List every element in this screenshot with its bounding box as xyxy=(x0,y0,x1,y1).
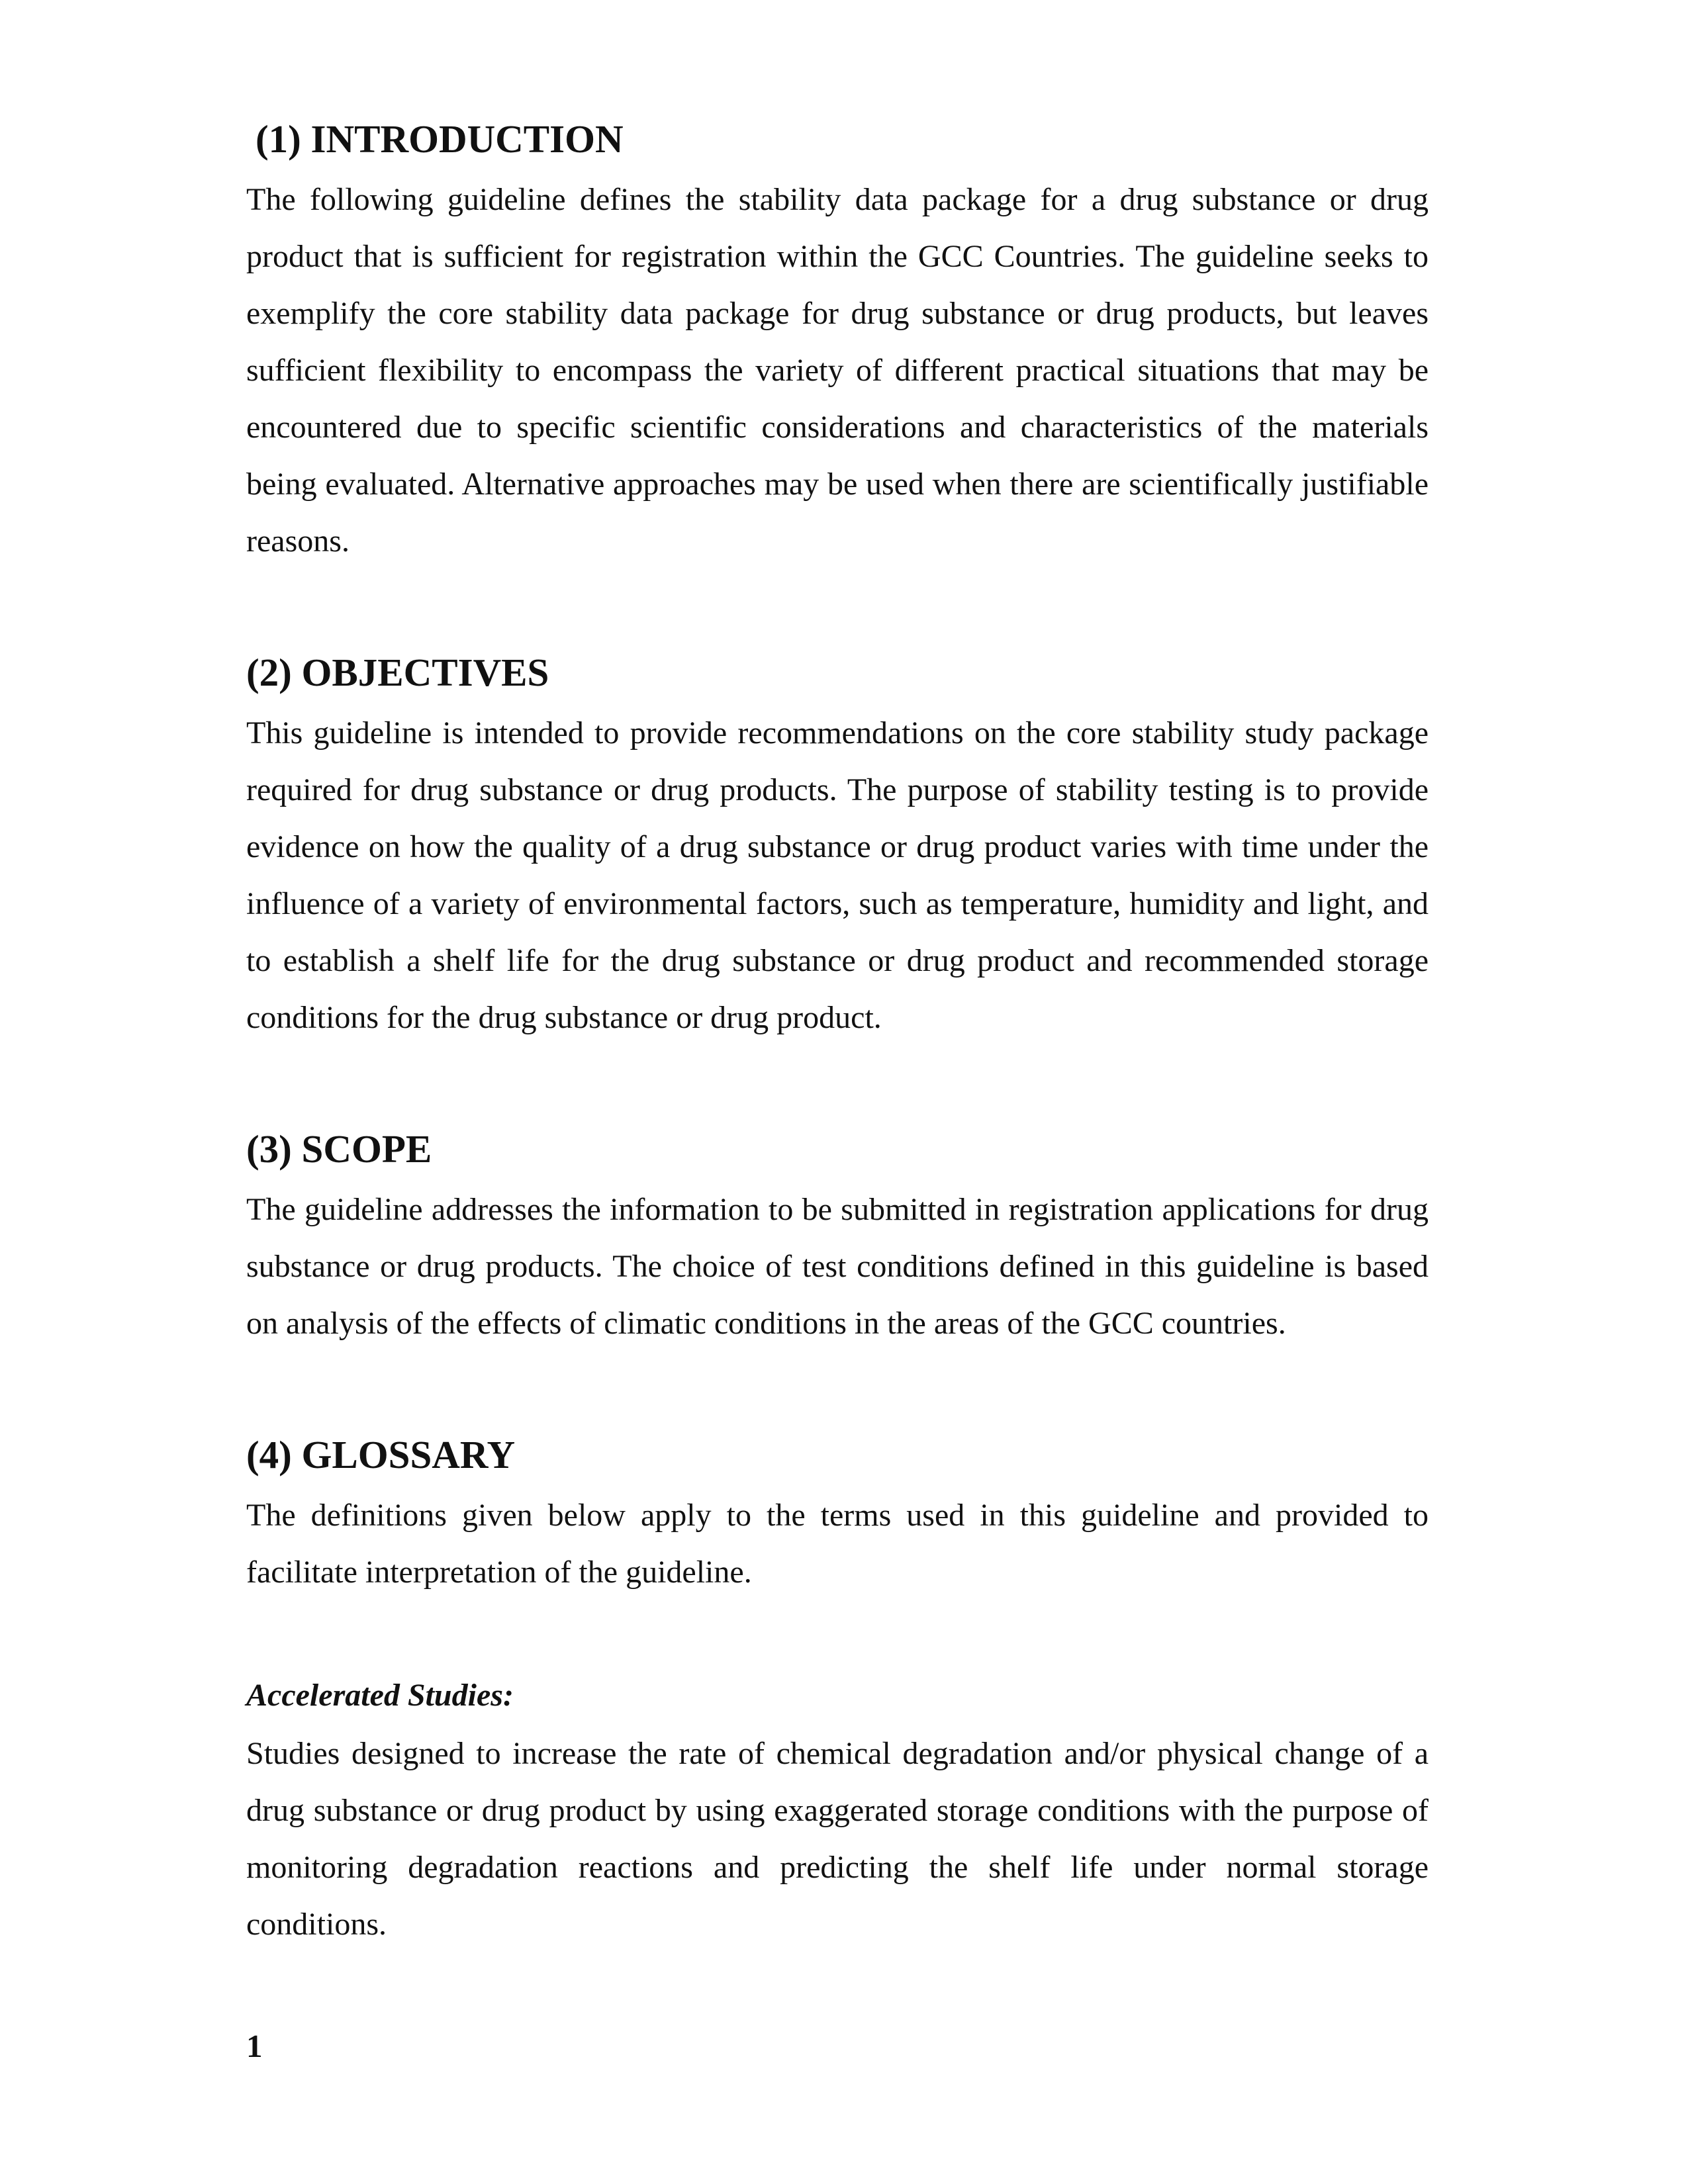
section-heading-introduction: (1) INTRODUCTION xyxy=(256,117,624,161)
section-heading-scope: (3) SCOPE xyxy=(246,1127,432,1171)
glossary-paragraph: The definitions given below apply to the terms used in this guideline and provided to facilitate interpretation of the guideline. xyxy=(246,1498,1429,1590)
section-heading-objectives: (2) OBJECTIVES xyxy=(246,651,549,694)
page-number: 1 xyxy=(246,2028,263,2064)
glossary-term-accelerated-studies xyxy=(246,1672,1429,1953)
section-scope xyxy=(246,1126,1429,1352)
section-glossary xyxy=(246,1432,1429,1953)
section-objectives xyxy=(246,649,1429,1046)
section-spacer xyxy=(246,1352,1429,1432)
objectives-paragraph: This guideline is intended to provide recommendations on the core stability study package required for drug substance or drug products. The purpose of stability testing is to provide evidence on how the quality of a drug substance or drug product varies with time under the influence of a variety of environmental factors, such as temperature, humidity and light, and to establish a shelf life for the drug substance or drug product and recommended storage conditions for the drug substance or drug product. xyxy=(246,715,1429,1035)
section-spacer xyxy=(246,1046,1429,1126)
term-spacer xyxy=(246,1601,1429,1672)
scope-paragraph: The guideline addresses the information to be submitted in registration applications for drug substance or drug products. The choice of test conditions defined in this guideline is based on analysis of the effects of climatic conditions in the areas of the GCC countries. xyxy=(246,1192,1429,1341)
section-introduction xyxy=(246,116,1429,570)
section-heading-glossary: (4) GLOSSARY xyxy=(246,1433,516,1477)
page-content xyxy=(246,116,1429,1953)
introduction-paragraph: The following guideline defines the stability data package for a drug substance or drug product that is sufficient for registration within the GCC Countries. The guideline seeks to exemplify the core stability data package for drug substance or drug products, but leaves sufficient flexibility to encompass the variety of different practical situations that may be encountered due to specific scientific considerations and characteristics of the materials being evaluated. Alternative approaches may be used when there are scientifically justifiable reasons. xyxy=(246,182,1429,559)
glossary-term-definition: Studies designed to increase the rate of chemical degradation and/or physical change of a drug substance or drug product by using exaggerated storage conditions with the purpose of monitoring degradation reactions and predicting the shelf life under normal storage conditions. xyxy=(246,1736,1429,1942)
section-spacer xyxy=(246,570,1429,649)
glossary-term-heading: Accelerated Studies: xyxy=(246,1678,514,1713)
